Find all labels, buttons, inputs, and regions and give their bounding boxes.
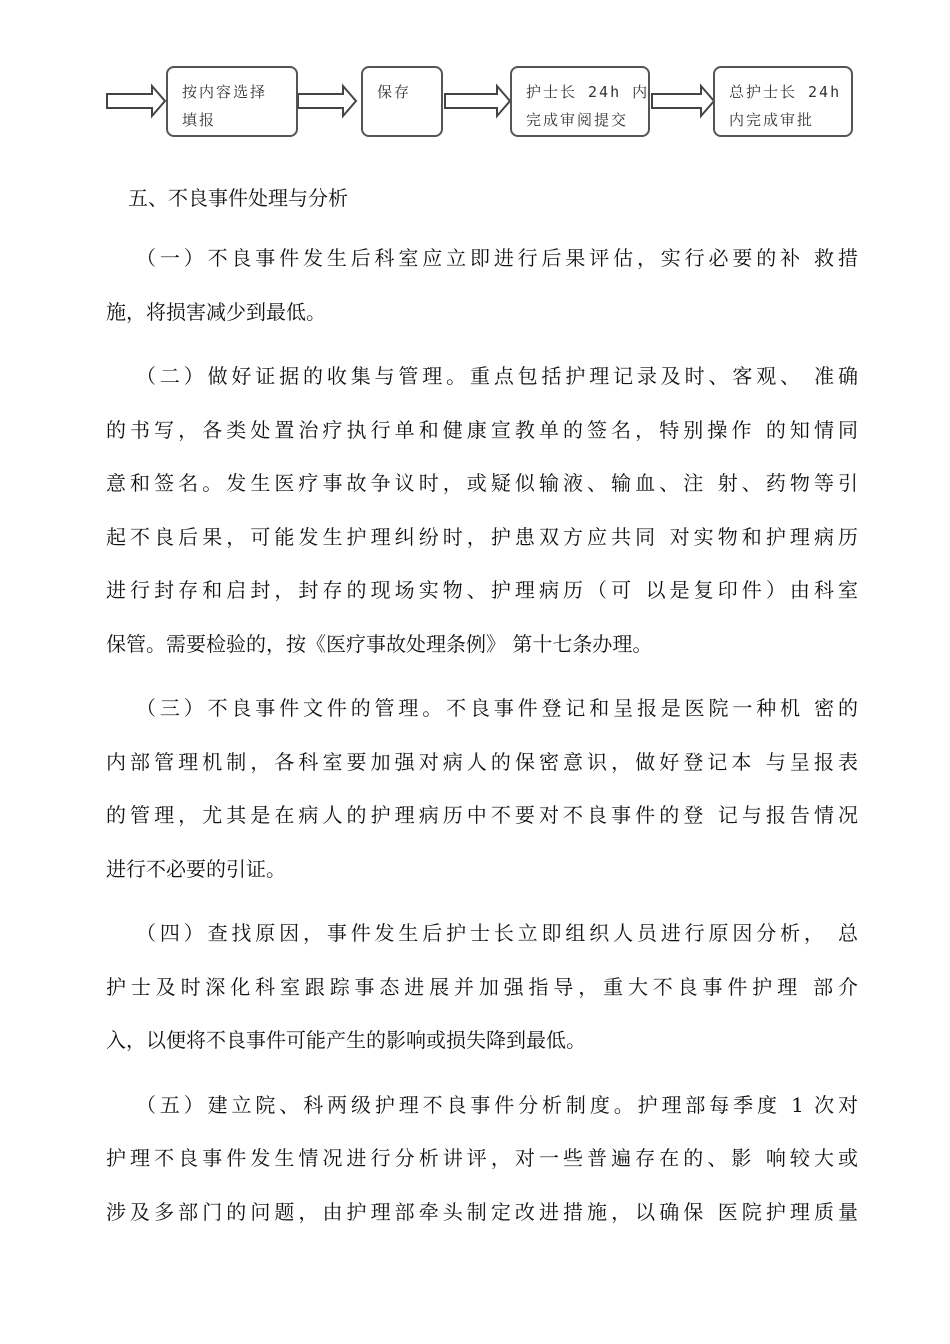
arrow-1: [107, 86, 165, 116]
paragraph-line: 的书写，各类处置治疗执行单和健康宣教单的签名，特别操作 的知情同: [106, 417, 858, 442]
paragraph-line: 入，以便将不良事件可能产生的影响或损失降到最低。: [106, 1028, 586, 1052]
paragraph-line: 意和签名。发生医疗事故争议时，或疑似输液、输血、注 射、药物等引: [106, 471, 858, 495]
paragraph-line: 护理不良事件发生情况进行分析讲评，对一些普遍存在的、影 响较大或: [106, 1146, 858, 1170]
paragraph-1: [106, 232, 858, 339]
paragraph-line: 进行不必要的引证。: [106, 856, 286, 881]
paragraph-2: [106, 350, 858, 671]
section-heading: 五、不良事件处理与分析: [128, 186, 348, 210]
paragraph-line: （五）建立院、科两级护理不良事件分析制度。护理部每季度 1 次对: [136, 1092, 858, 1117]
flow-step-head-nurse-review: [510, 66, 650, 137]
flow-step-4-line-2: 内完成审批: [729, 111, 815, 129]
flow-step-3-line-2: 完成审阅提交: [526, 111, 629, 129]
flow-step-fill-in: [166, 66, 298, 137]
flow-step-chief-nurse-approval: [713, 66, 853, 137]
flow-step-1-line-2: 填报: [182, 111, 217, 129]
flow-step-2-line-1: 保存: [377, 83, 412, 101]
arrow-4: [652, 86, 714, 116]
flowchart: [0, 0, 950, 150]
flow-step-save: [361, 66, 443, 137]
flow-step-3-line-1: 护士长 24h 内: [526, 83, 650, 101]
paragraph-line: 施，将损害减少到最低。: [106, 299, 326, 324]
flow-step-4-line-1: 总护士长 24h: [729, 83, 842, 101]
document-body: [106, 178, 858, 1250]
paragraph-line: 内部管理机制，各科室要加强对病人的保密意识，做好登记本 与呈报表: [106, 749, 858, 774]
paragraph-line: （三）不良事件文件的管理。不良事件登记和呈报是医院一种机 密的: [136, 696, 858, 720]
paragraph-line: （一）不良事件发生后科室应立即进行后果评估，实行必要的补 救措: [136, 246, 858, 270]
paragraph-line: 护士及时深化科室跟踪事态进展并加强指导，重大不良事件护理 部介: [106, 974, 858, 999]
paragraph-line: 起不良后果，可能发生护理纠纷时，护患双方应共同 对实物和护理病历: [106, 524, 858, 549]
arrow-3: [445, 86, 510, 116]
paragraph-line: 的管理，尤其是在病人的护理病历中不要对不良事件的登 记与报告情况: [106, 803, 858, 827]
paragraph-line: 进行封存和启封，封存的现场实物、护理病历（可 以是复印件）由科室: [106, 578, 858, 602]
paragraph-4: [106, 907, 858, 1068]
paragraph-3: [106, 682, 858, 896]
paragraph-line: 涉及多部门的问题，由护理部牵头制定改进措施，以确保 医院护理质量: [106, 1199, 858, 1224]
paragraph-5: [106, 1079, 858, 1240]
paragraph-line: （四）查找原因，事件发生后护士长立即组织人员进行原因分析， 总: [136, 921, 858, 945]
arrow-2: [298, 86, 356, 116]
flow-step-1-line-1: 按内容选择: [182, 83, 268, 101]
paragraph-line: 保管。需要检验的，按《医疗事故处理条例》 第十七条办理。: [106, 631, 653, 656]
paragraph-line: （二）做好证据的收集与管理。重点包括护理记录及时、客观、 准确: [136, 364, 858, 388]
